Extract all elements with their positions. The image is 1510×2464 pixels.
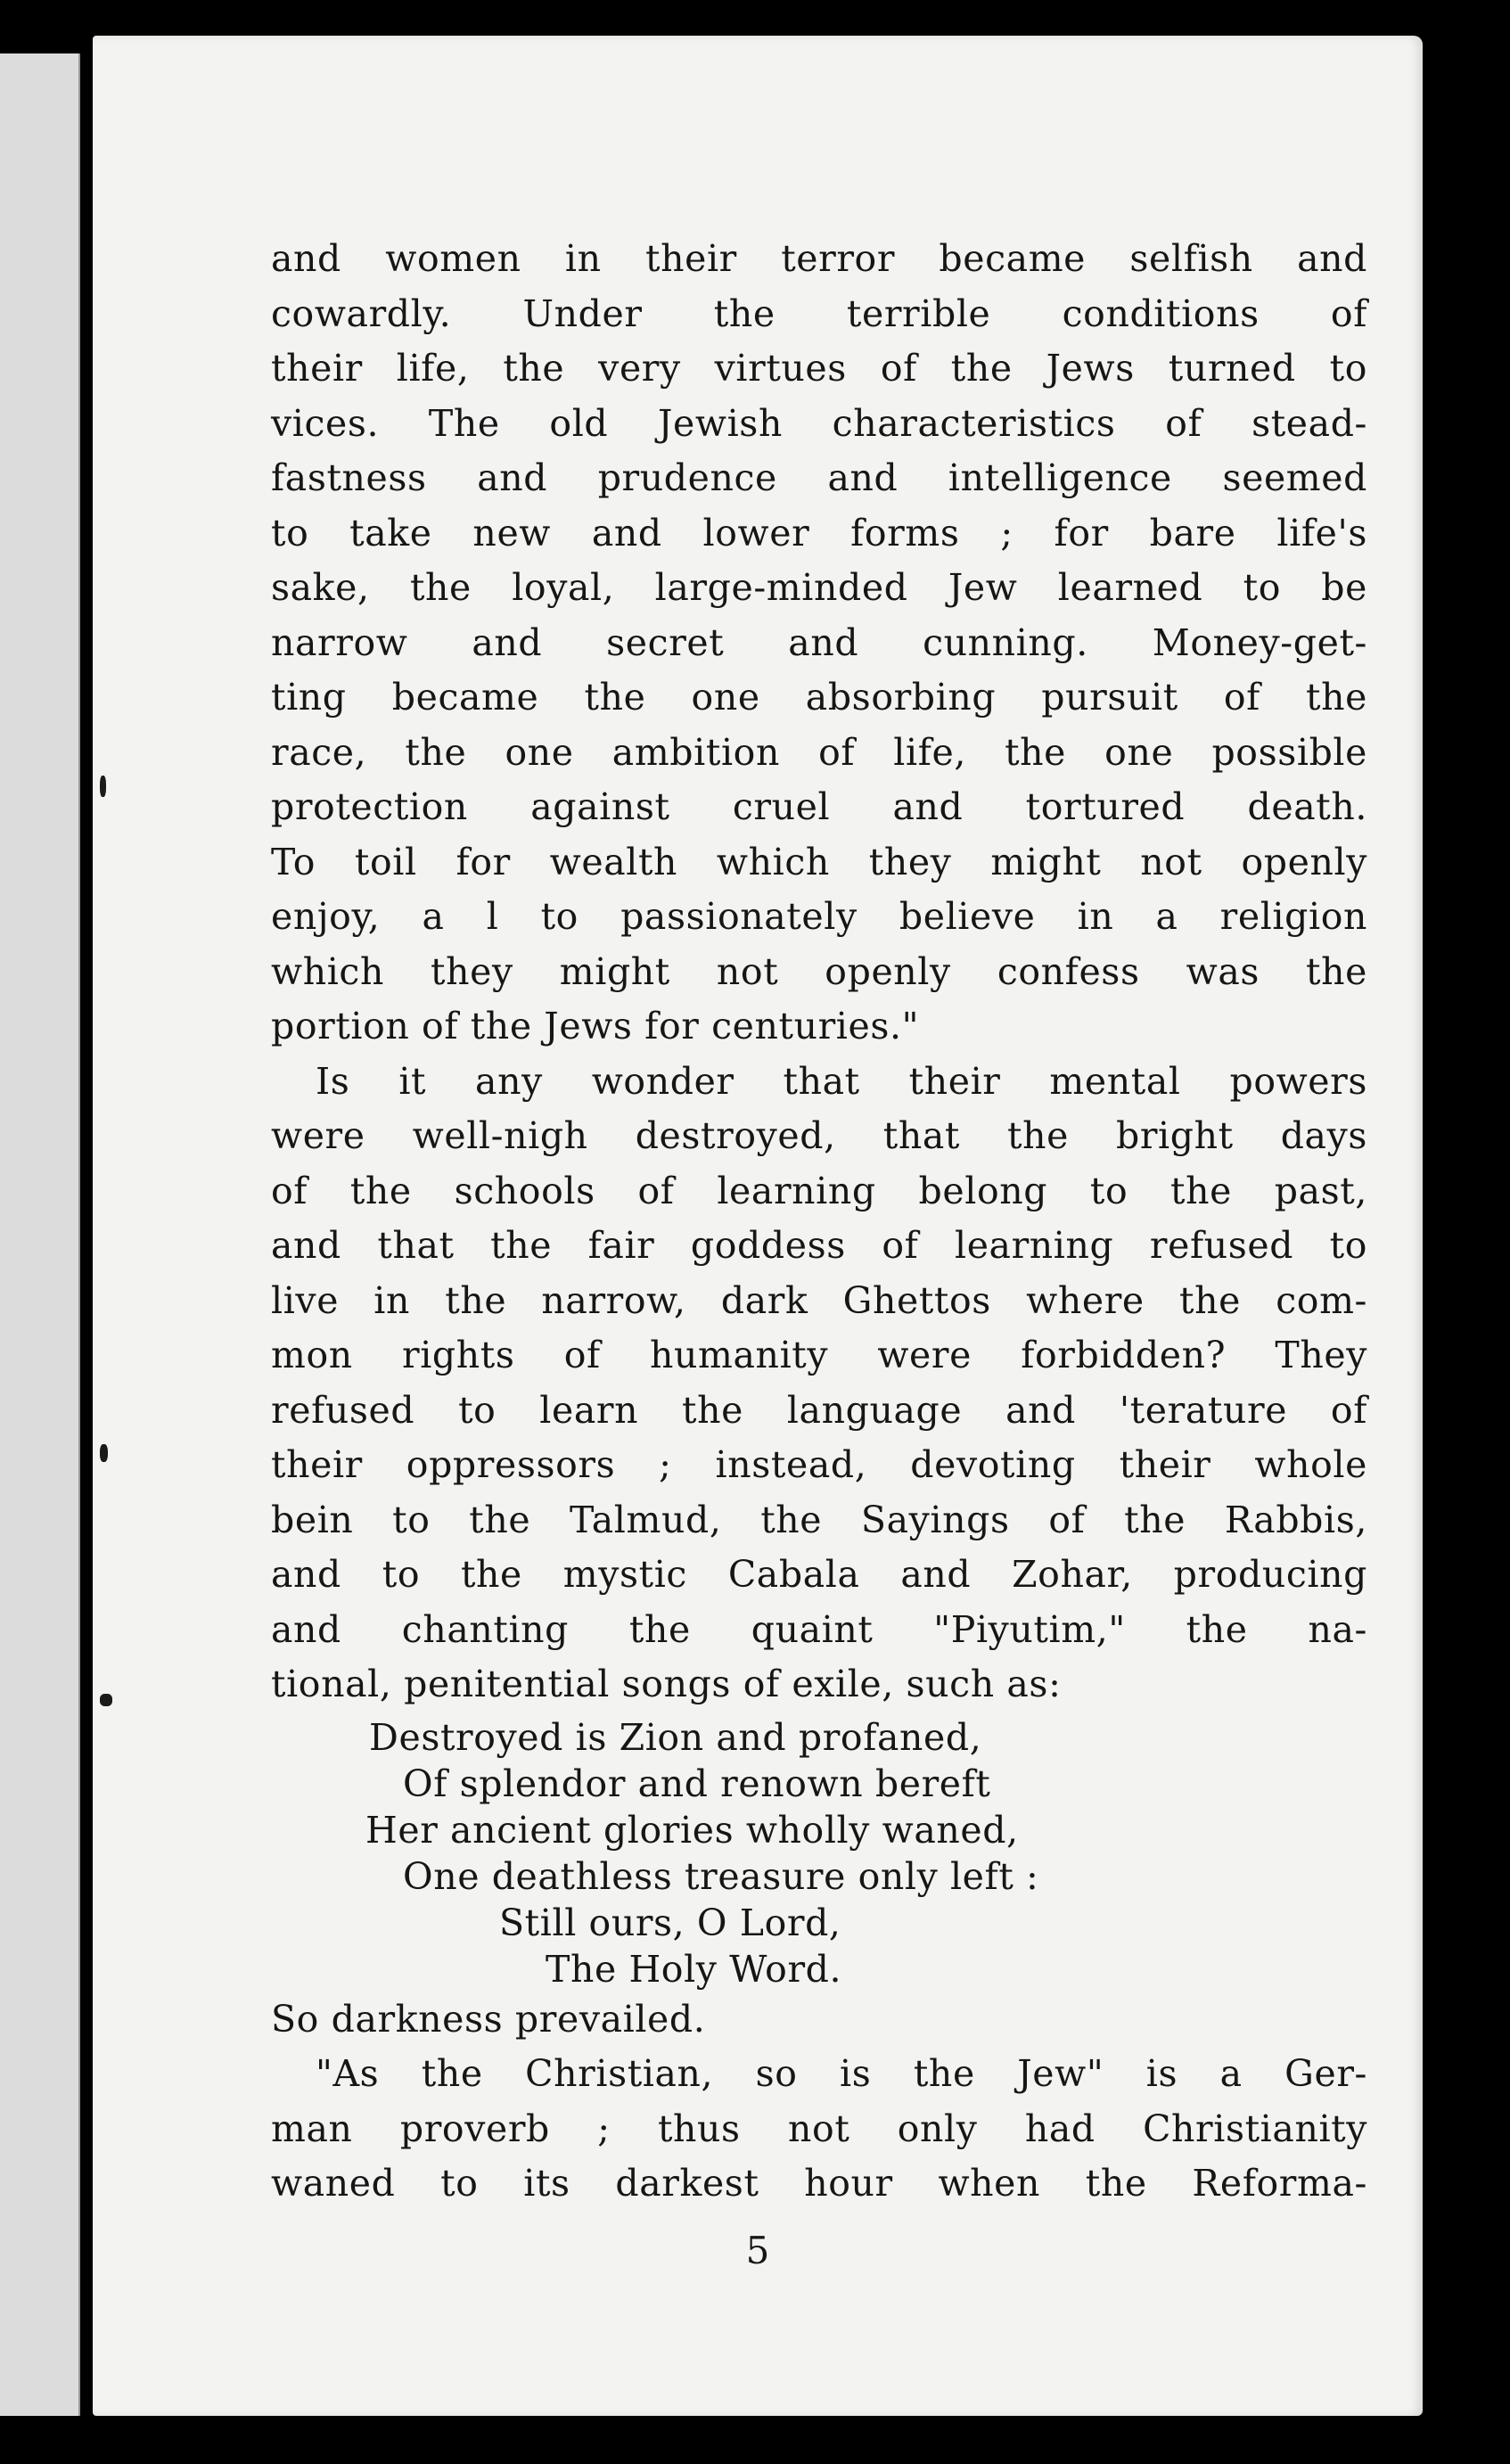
text-line: vices. The old Jewish characteristics of stead- — [271, 401, 1367, 445]
text-line: refused to learn the language and 'terature of — [271, 1388, 1367, 1432]
text-line: to take new and lower forms ; for bare life's — [271, 511, 1367, 554]
poem-line: Destroyed is Zion and profaned, — [369, 1715, 982, 1759]
text-line: narrow and secret and cunning. Money-get- — [271, 620, 1367, 664]
poem-line: One deathless treasure only left : — [403, 1854, 1039, 1898]
text-line: protection against cruel and tortured death. — [271, 785, 1367, 828]
text-line: were well-nigh destroyed, that the bright days — [271, 1114, 1367, 1157]
text-line: tional, penitential songs of exile, such as: — [271, 1663, 1062, 1705]
text-line: their life, the very virtues of the Jews turned to — [271, 347, 1367, 390]
text-line: of the schools of learning belong to the past, — [271, 1169, 1367, 1212]
text-line: sake, the loyal, large-minded Jew learned to be — [271, 566, 1367, 609]
text-line: and women in their terror became selfish and — [271, 237, 1367, 280]
text-line: To toil for wealth which they might not openly — [271, 840, 1367, 883]
margin-mark — [100, 1444, 108, 1462]
body-text — [271, 232, 1367, 2212]
text-line: which they might not openly confess was the — [271, 949, 1367, 993]
text-line: So darkness prevailed. — [271, 1997, 706, 2041]
text-line: live in the narrow, dark Ghettos where the com- — [271, 1278, 1367, 1322]
page-number: 5 — [745, 2229, 770, 2272]
text-line: enjoy, a l to passionately believe in a religion — [271, 895, 1367, 938]
text-line: portion of the Jews for centuries." — [271, 1005, 920, 1047]
book-page — [93, 36, 1423, 2416]
poem-line: The Holy Word. — [546, 1947, 842, 1991]
text-line: cowardly. Under the terrible conditions of — [271, 292, 1367, 335]
text-line: fastness and prudence and intelligence seemed — [271, 456, 1367, 499]
text-line: and to the mystic Cabala and Zohar, producing — [271, 1553, 1367, 1596]
text-line: and chanting the quaint "Piyutim," the na- — [271, 1607, 1367, 1651]
poem-line: Her ancient glories wholly waned, — [365, 1808, 1019, 1852]
poem-stanza — [271, 1714, 1367, 1992]
text-line: bein to the Talmud, the Sayings of the Rabbis, — [271, 1498, 1367, 1541]
margin-mark — [100, 1694, 112, 1706]
text-line: race, the one ambition of life, the one possible — [271, 730, 1367, 774]
text-line: ting became the one absorbing pursuit of the — [271, 676, 1367, 719]
previous-page-edge — [0, 53, 80, 2416]
text-line: waned to its darkest hour when the Reforma- — [271, 2162, 1367, 2205]
text-line: their oppressors ; instead, devoting their whole — [271, 1443, 1367, 1486]
paragraph-start-line: "As the Christian, so is the Jew" is a Ger- — [316, 2052, 1367, 2095]
text-line: mon rights of humanity were forbidden? They — [271, 1334, 1367, 1376]
poem-line: Of splendor and renown bereft — [403, 1762, 991, 1805]
text-line: and that the fair goddess of learning refused to — [271, 1224, 1367, 1267]
margin-mark — [100, 776, 106, 797]
poem-line: Still ours, O Lord, — [499, 1901, 841, 1944]
paragraph-start-line: Is it any wonder that their mental powers — [316, 1059, 1367, 1103]
text-line: man proverb ; thus not only had Christianity — [271, 2107, 1367, 2150]
